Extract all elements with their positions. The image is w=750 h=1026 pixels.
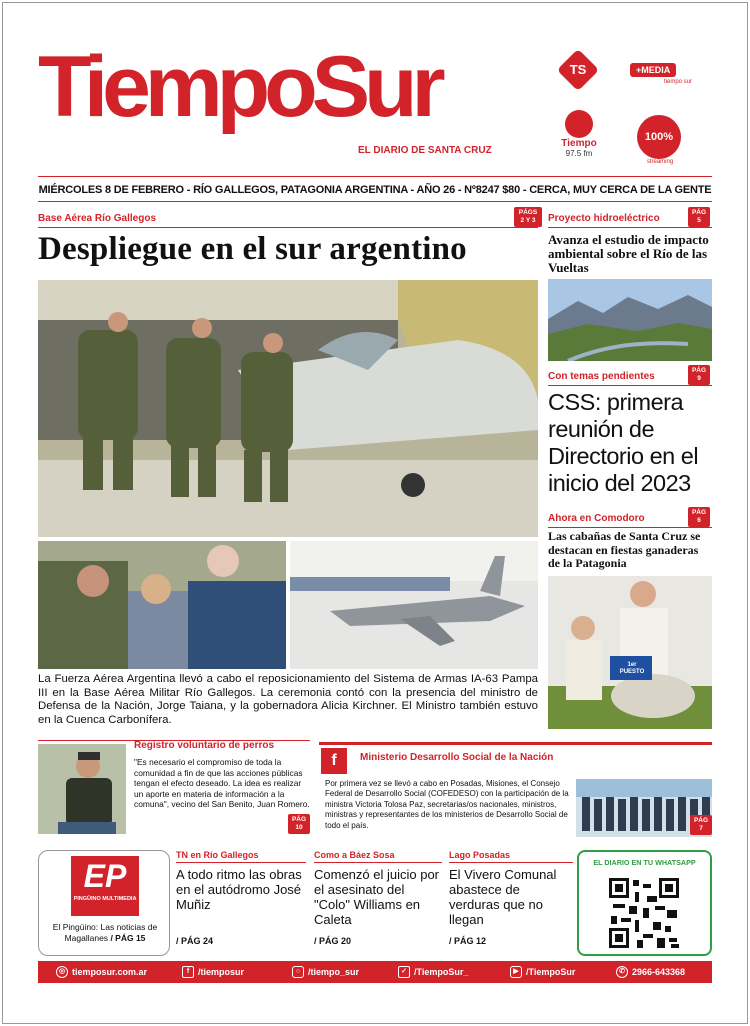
whatsapp-box[interactable] — [577, 850, 712, 956]
footer-twitter[interactable] — [398, 966, 468, 978]
aircraft-photo[interactable] — [290, 541, 538, 669]
side2-kicker[interactable]: Con temas pendientes — [548, 371, 655, 382]
footer-youtube[interactable] — [510, 966, 575, 978]
footer-instagram[interactable] — [292, 966, 359, 978]
footer-twitter-text: /TiempoSur_ — [414, 967, 469, 977]
dogs-quote: "Es necesario el compromiso de toda la comunidad a fin de que las acciones públicas tengan el efecto deseado. La idea es realizar un aporte en materia de información a la comuna", vecino del San Benito, Juan Romero. — [134, 757, 310, 810]
side2-page-ref[interactable]: PÁG 9 — [688, 365, 710, 385]
brief-3-headline: El Vivero Comunal abastece de verduras que no llegan — [449, 867, 557, 927]
footer-instagram-text: /tiempo_sur — [308, 967, 360, 977]
brief-2-kicker: Como a Báez Sosa — [314, 850, 395, 860]
brief-1[interactable] — [176, 850, 306, 956]
radio-logo[interactable] — [556, 110, 602, 166]
ep-description: El Pingüino: Las noticias de Magallanes — [52, 922, 158, 943]
main-page-ref[interactable]: PÁGS 2 Y 3 — [514, 207, 542, 227]
brief-1-kicker: TN en Río Gallegos — [176, 850, 259, 860]
side2-headline[interactable]: CSS: primera reunión de Directorio en el inicio del 2023 — [548, 389, 699, 496]
side2-kicker-rule — [548, 385, 712, 386]
streaming-logo-text: 100% — [644, 131, 674, 143]
side1-kicker[interactable]: Proyecto hidroeléctrico — [548, 213, 660, 224]
footer-whatsapp[interactable] — [616, 966, 685, 978]
ep-logo[interactable] — [71, 856, 139, 916]
streaming-logo-badge — [637, 115, 681, 159]
brief-2[interactable] — [314, 850, 442, 956]
side1-photo[interactable] — [548, 279, 712, 361]
dogs-kicker[interactable]: Registro voluntario de perros — [134, 740, 275, 751]
side3-headline[interactable]: Las cabañas de Santa Cruz se destacan en fiestas ganaderas de la Patagonia — [548, 529, 701, 570]
brief-2-rule — [314, 862, 442, 863]
media-logo[interactable] — [630, 60, 692, 88]
brief-1-rule — [176, 862, 306, 863]
ep-logo-text: EP — [83, 858, 127, 894]
side3-page-ref[interactable]: PÁG 6 — [688, 507, 710, 527]
side1-photo-art — [548, 279, 712, 361]
qr-code-icon[interactable] — [607, 876, 681, 950]
brief-1-page-ref: / PÁG 24 — [176, 936, 214, 946]
facebook-badge[interactable] — [321, 748, 347, 774]
dateline: MIÉRCOLES 8 DE FEBRERO - RÍO GALLEGOS, PATAGONIA ARGENTINA - AÑO 26 - Nº8247 $80 - CERCA, MUY CERCA DE LA GENTE — [38, 176, 712, 202]
media-logo-sub: tiempo sur — [663, 79, 692, 85]
dogs-photo[interactable] — [38, 744, 126, 834]
dogs-page-ref[interactable]: PÁG 10 — [288, 814, 310, 834]
ministry-page-ref[interactable]: PÁG 7 — [690, 815, 712, 835]
main-photo-art — [38, 280, 538, 537]
brief-2-headline: Comenzó el juicio por el asesinato del "Colo" Williams en Caleta — [314, 867, 440, 927]
streaming-logo-sub: streaming — [646, 159, 674, 165]
side3-photo[interactable] — [548, 576, 712, 729]
footer-bar — [38, 961, 712, 983]
whatsapp-icon: ✆ — [616, 966, 628, 978]
side1-page-ref[interactable]: PÁG 5 — [688, 207, 710, 227]
ts-logo-text: TS — [569, 62, 587, 77]
side3-kicker[interactable]: Ahora en Comodoro — [548, 513, 645, 524]
side3-kicker-rule — [548, 527, 712, 528]
radio-name: Tiempo — [561, 138, 597, 149]
ministry-body: Por primera vez se llevó a cabo en Posadas, Misiones, el Consejo Federal de Desarrollo Social (COFEDESO) con la participación de la ministra Victoria Tolosa Paz, secretarias/os nacionales, ministros, ministras y representantes de los ministerios de Desarrollo Social de todo el país. — [325, 779, 569, 830]
footer-facebook[interactable] — [182, 966, 244, 978]
main-kicker[interactable]: Base Aérea Río Gallegos — [38, 213, 157, 224]
side1-kicker-rule — [548, 227, 712, 228]
side3-photo-art — [548, 576, 712, 729]
ep-text — [44, 922, 166, 944]
brief-2-page-ref: / PÁG 20 — [314, 936, 352, 946]
twitter-icon: ✓ — [398, 966, 410, 978]
main-headline[interactable]: Despliegue en el sur argentino — [38, 231, 467, 267]
brief-3-kicker: Lago Posadas — [449, 850, 511, 860]
brief-3-page-ref: / PÁG 12 — [449, 936, 487, 946]
streaming-logo[interactable] — [637, 115, 683, 167]
brief-1-headline: A todo ritmo las obras en el autódromo José Muñiz — [176, 867, 302, 912]
media-logo-text: +MEDIA — [630, 63, 676, 77]
footer-whatsapp-text: 2966-643368 — [632, 967, 686, 977]
footer-web-text: tiemposur.com.ar — [72, 967, 148, 977]
side3-ribbon: 1er PUESTO — [619, 662, 645, 675]
radio-frequency: 97.5 fm — [565, 149, 593, 158]
footer-facebook-text: /tiemposur — [198, 967, 245, 977]
instagram-icon: ○ — [292, 966, 304, 978]
footer-youtube-text: /TiempoSur — [526, 967, 576, 977]
newspaper-logo[interactable]: TiempoSur — [38, 39, 440, 135]
aircraft-photo-art — [290, 541, 538, 669]
brief-3-rule — [449, 862, 573, 863]
ceremony-photo-art — [38, 541, 286, 669]
ministry-header-bar — [319, 742, 712, 745]
youtube-icon: ▶ — [510, 966, 522, 978]
ts-logo-icon[interactable] — [556, 48, 600, 92]
globe-icon: ◎ — [56, 966, 68, 978]
radio-logo-icon — [565, 110, 593, 138]
main-kicker-rule — [38, 227, 538, 228]
footer-web[interactable] — [56, 966, 147, 978]
facebook-icon: f — [331, 752, 337, 769]
ep-page-ref[interactable]: / PÁG 15 — [110, 933, 146, 943]
ep-logo-sub: PINGÜINO MULTIMEDIA — [73, 896, 137, 902]
facebook-icon: f — [182, 966, 194, 978]
brief-3[interactable] — [449, 850, 573, 956]
main-body: La Fuerza Aérea Argentina llevó a cabo el reposicionamiento del Sistema de Armas IA-63 Pampa III en la Base Aérea Militar Río Gallegos. La ceremonia contó con la presencia del ministro de Defensa de la Nación, Jorge Taiana, y la gobernadora Alicia Kirchner. El Ministro también estuvo en la Cuenca Carbonífera. — [38, 673, 538, 726]
dogs-photo-art — [38, 744, 126, 834]
tagline: EL DIARIO DE SANTA CRUZ — [358, 145, 492, 156]
main-photo[interactable] — [38, 280, 538, 537]
ministry-kicker[interactable]: Ministerio Desarrollo Social de la Nación — [360, 752, 554, 763]
whatsapp-label: EL DIARIO EN TU WHATSAPP — [593, 858, 696, 867]
ceremony-photo[interactable] — [38, 541, 286, 669]
side1-headline[interactable]: Avanza el estudio de impacto ambiental sobre el Río de las Vueltas — [548, 232, 709, 275]
